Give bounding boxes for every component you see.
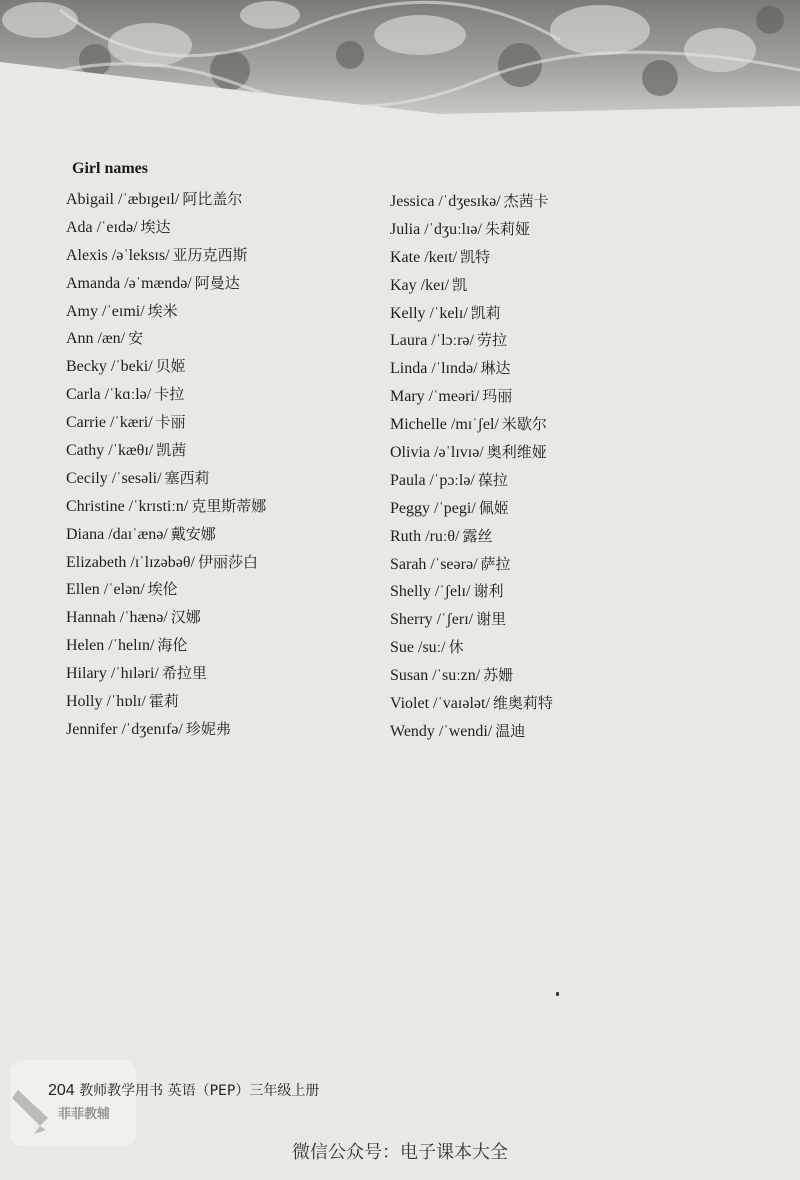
name-english: Ruth /ruːθ/: [390, 527, 460, 545]
name-english: Christine /ˈkrɪstiːn/: [66, 497, 189, 515]
name-chinese: 伊丽莎白: [197, 552, 258, 571]
name-english: Becky /ˈbeki/: [66, 358, 153, 376]
left-name-column: [66, 186, 266, 744]
name-chinese: 亚历克西斯: [172, 245, 248, 264]
name-english: Wendy /ˈwendi/: [390, 722, 493, 740]
name-english: Alexis /əˈleksɪs/: [66, 246, 170, 264]
page-number: 204: [48, 1082, 75, 1099]
name-chinese: 谢里: [476, 610, 507, 629]
name-chinese: 休: [448, 638, 464, 657]
name-english: Diana /daɪˈænə/: [66, 525, 168, 543]
name-english: Amanda /əˈmændə/: [66, 274, 192, 292]
name-english: Jessica /ˈdʒesɪkə/: [390, 193, 501, 210]
name-chinese: 维奥莉特: [492, 694, 553, 713]
section-heading: Girl names: [72, 160, 148, 177]
name-chinese: 安: [128, 329, 144, 348]
name-english: Peggy /ˈpegi/: [390, 499, 476, 517]
name-chinese: 葆拉: [477, 470, 508, 489]
name-entry-holly: [66, 688, 266, 716]
name-chinese: 霍莉: [148, 692, 179, 711]
name-chinese: 贝姬: [155, 357, 186, 376]
name-entry-abigail: [66, 186, 266, 214]
name-english: Cathy /ˈkæθɪ/: [66, 442, 154, 460]
name-entry-olivia: [390, 439, 553, 467]
name-english: Sherry /ˈʃerɪ/: [390, 611, 474, 629]
name-entry-sarah: [390, 551, 553, 579]
name-entry-becky: [66, 353, 266, 381]
name-entry-laura: [390, 327, 553, 355]
name-chinese: 戴安娜: [170, 524, 216, 543]
name-english: Laura /ˈlɔːrə/: [390, 332, 474, 350]
name-english: Paula /ˈpɔːlə/: [390, 471, 475, 489]
name-entry-kelly: [390, 300, 553, 328]
name-chinese: 米歇尔: [501, 415, 547, 434]
name-english: Kay /keɪ/: [390, 276, 450, 294]
name-entry-carrie: [66, 409, 266, 437]
right-name-column: [390, 188, 553, 746]
name-english: Julia /ˈdʒuːlɪə/: [390, 220, 482, 238]
name-entry-kay: [390, 272, 553, 300]
name-entry-julia: [390, 216, 553, 244]
name-entry-alexis: [66, 242, 266, 270]
name-chinese: 奥利维娅: [486, 443, 547, 462]
name-chinese: 埃伦: [147, 580, 178, 599]
name-english: Jennifer /ˈdʒenɪfə/: [66, 720, 183, 738]
name-english: Kelly /ˈkelɪ/: [390, 304, 468, 322]
name-entry-carla: [66, 381, 266, 409]
name-chinese: 露丝: [462, 526, 493, 545]
name-entry-jennifer: [66, 716, 266, 744]
name-english: Susan /ˈsuːzn/: [390, 667, 481, 685]
name-entry-ruth: [390, 523, 553, 551]
name-chinese: 谢利: [473, 582, 504, 601]
book-title: 教师教学用书 英语（PEP）三年级上册: [79, 1083, 320, 1099]
name-chinese: 珍妮弗: [185, 719, 231, 738]
name-entry-cecily: [66, 465, 266, 493]
name-chinese: 阿比盖尔: [182, 190, 243, 208]
name-chinese: 凯: [452, 275, 468, 294]
name-english: Abigail /ˈæbɪgeɪl/: [66, 191, 180, 208]
name-english: Hannah /ˈhænə/: [66, 609, 168, 627]
name-english: Kate /keɪt/: [390, 248, 458, 266]
name-english: Ada /ˈeɪdə/: [66, 218, 138, 236]
name-entry-hannah: [66, 604, 266, 632]
name-english: Sarah /ˈseərə/: [390, 555, 478, 573]
name-entry-mary: [390, 383, 553, 411]
name-english: Mary /ˈmeəri/: [390, 388, 480, 406]
name-english: Shelly /ˈʃelɪ/: [390, 583, 471, 601]
name-chinese: 卡丽: [155, 413, 186, 432]
name-chinese: 劳拉: [476, 331, 507, 350]
name-entry-ada: [66, 214, 266, 242]
name-entry-sue: [390, 634, 553, 662]
name-entry-ellen: [66, 576, 266, 604]
name-chinese: 海伦: [157, 636, 188, 655]
name-entry-christine: [66, 493, 266, 521]
name-entry-elizabeth: [66, 549, 266, 577]
name-english: Elizabeth /ɪˈlɪzəbəθ/: [66, 553, 195, 571]
name-entry-wendy: [390, 718, 553, 746]
name-english: Linda /ˈlɪndə/: [390, 360, 478, 378]
name-english: Sue /suː/: [390, 639, 446, 657]
name-chinese: 琳达: [480, 359, 511, 378]
name-entry-cathy: [66, 437, 266, 465]
name-entry-sherry: [390, 606, 553, 634]
name-entry-helen: [66, 632, 266, 660]
name-english: Ellen /ˈelən/: [66, 581, 145, 599]
page-footer: [48, 1080, 319, 1100]
name-chinese: 埃达: [140, 217, 171, 236]
name-entry-diana: [66, 521, 266, 549]
name-english: Violet /ˈvaɪələt/: [390, 695, 490, 713]
name-entry-hilary: [66, 660, 266, 688]
name-english: Hilary /ˈhɪləri/: [66, 665, 159, 683]
name-entry-amy: [66, 298, 266, 326]
name-chinese: 朱莉娅: [484, 219, 530, 238]
name-chinese: 埃米: [147, 301, 178, 320]
name-chinese: 萨拉: [480, 554, 511, 573]
name-english: Olivia /əˈlɪvɪə/: [390, 444, 484, 462]
logo-text: 菲菲教辅: [58, 1107, 111, 1122]
name-chinese: 凯特: [460, 247, 491, 266]
name-chinese: 温迪: [495, 721, 526, 740]
name-chinese: 卡拉: [154, 385, 185, 404]
name-entry-violet: [390, 690, 553, 718]
name-chinese: 佩姬: [478, 498, 509, 517]
name-entry-paula: [390, 467, 553, 495]
name-chinese: 凯茜: [156, 441, 187, 460]
name-entry-kate: [390, 244, 553, 272]
name-chinese: 凯莉: [470, 303, 501, 322]
name-entry-susan: [390, 662, 553, 690]
name-english: Ann /æn/: [66, 330, 126, 348]
name-chinese: 杰茜卡: [503, 192, 549, 210]
name-chinese: 苏姗: [483, 666, 514, 685]
name-english: Amy /ˈeɪmi/: [66, 302, 145, 320]
name-entry-michelle: [390, 411, 553, 439]
name-entry-shelly: [390, 578, 553, 606]
name-english: Cecily /ˈsesəli/: [66, 469, 162, 487]
watermark-text: 微信公众号：电子课本大全: [292, 1142, 508, 1163]
name-chinese: 玛丽: [482, 387, 513, 406]
name-entry-peggy: [390, 495, 553, 523]
name-english: Holly /ˈhɒlɪ/: [66, 693, 146, 711]
name-entry-ann: [66, 325, 266, 353]
name-entry-amanda: [66, 270, 266, 298]
print-speck: [556, 992, 559, 996]
name-english: Helen /ˈhelɪn/: [66, 637, 155, 655]
name-chinese: 希拉里: [161, 664, 207, 683]
name-entry-jessica: [390, 188, 553, 216]
name-english: Carla /ˈkɑːlə/: [66, 386, 152, 404]
name-entry-linda: [390, 355, 553, 383]
name-chinese: 阿曼达: [194, 273, 240, 292]
name-chinese: 汉娜: [170, 608, 201, 627]
name-chinese: 克里斯蒂娜: [191, 496, 267, 515]
name-english: Carrie /ˈkæri/: [66, 414, 153, 432]
name-chinese: 塞西莉: [164, 468, 210, 487]
name-english: Michelle /mɪˈʃel/: [390, 416, 499, 434]
